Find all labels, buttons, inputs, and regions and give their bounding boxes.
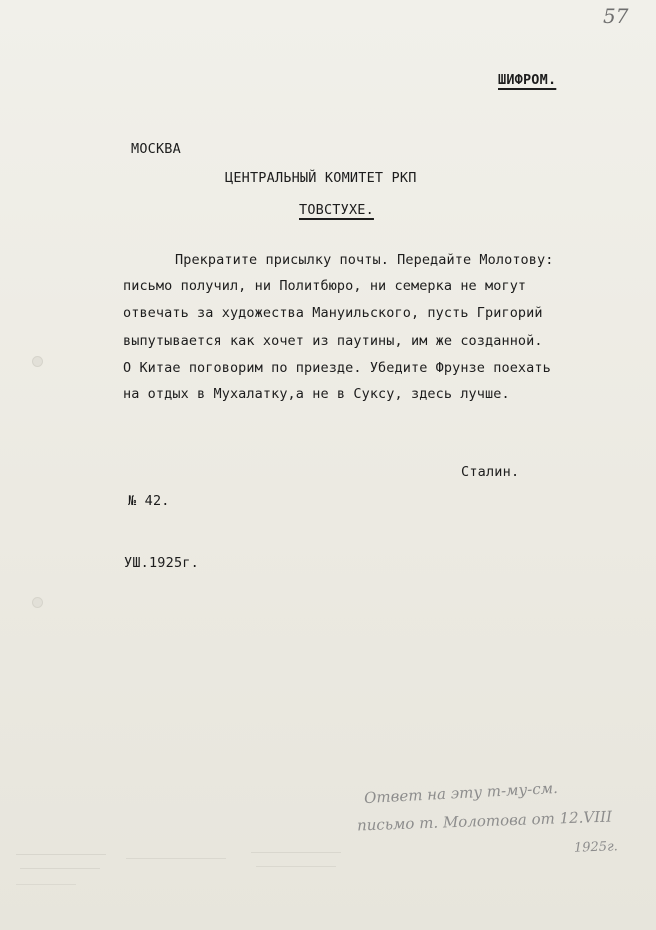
signature: Сталин.	[461, 464, 520, 480]
committee-heading: ЦЕНТРАЛЬНЫЙ КОМИТЕТ РКП	[225, 170, 417, 186]
city-heading: МОСКВА	[131, 141, 181, 157]
document-date: УШ.1925г.	[124, 555, 199, 571]
addressee-heading: ТОВСТУХЕ.	[299, 202, 374, 218]
archive-page-number: 57	[603, 4, 629, 28]
reverse-side-show-through	[16, 848, 346, 908]
body-line: на отдых в Мухалатку,а не в Суксу, здесь лучше.	[123, 386, 510, 402]
body-line: отвечать за художества Мануильского, пусть Григорий	[123, 305, 543, 321]
body-line: О Китае поговорим по приезде. Убедите Фрунзе поехать	[123, 360, 551, 376]
handwritten-note-line: Ответ на эту т-му-см.	[363, 778, 559, 808]
body-line: выпутывается как хочет из паутины, им же созданной.	[123, 333, 543, 349]
binder-hole-bottom	[32, 597, 43, 608]
body-line: Прекратите присылку почты. Передайте Молотову:	[175, 252, 554, 268]
telegram-number: № 42.	[128, 493, 170, 509]
handwritten-note-line: письмо т. Молотова от 12.VIII	[356, 807, 613, 835]
handwritten-note-line: 1925г.	[573, 839, 619, 856]
binder-hole-top	[32, 356, 43, 367]
body-line: письмо получил, ни Политбюро, ни семерка не могут	[123, 278, 527, 294]
cipher-heading: ШИФРОМ.	[498, 72, 557, 88]
